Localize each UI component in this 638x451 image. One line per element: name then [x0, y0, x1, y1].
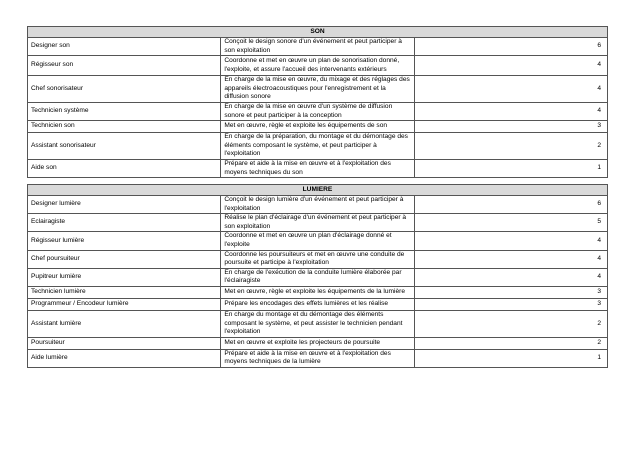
- table-row: [28, 310, 608, 337]
- job-title: Technicien son: [28, 121, 221, 133]
- job-title: Technicien système: [28, 102, 221, 120]
- son-table: [27, 26, 608, 178]
- job-description: Met en œuvre, règle et exploite les équipements de la lumière: [221, 286, 414, 298]
- table-row: [28, 102, 608, 120]
- job-title: Poursuiteur: [28, 337, 221, 349]
- job-title: Assistant sonorisateur: [28, 133, 221, 160]
- job-description: Réalise le plan d'éclairage d'un événement et peut participer à son exploitation: [221, 214, 414, 232]
- job-level: 6: [414, 38, 607, 56]
- job-description: Prépare et aide à la mise en œuvre et à l'exploitation des moyens techniques de la lumière: [221, 349, 414, 367]
- job-level: 2: [414, 310, 607, 337]
- table-row: [28, 349, 608, 367]
- job-title: Eclairagiste: [28, 214, 221, 232]
- job-description: En charge du montage et du démontage des éléments composant le système, et peut assister le technicien pendant l'exploitation: [221, 310, 414, 337]
- lumiere-table: [27, 184, 608, 368]
- table-row: [28, 76, 608, 103]
- job-level: 1: [414, 349, 607, 367]
- job-description: Conçoit le design lumière d'un événement et peut participer à l'exploitation: [221, 196, 414, 214]
- job-level: 4: [414, 76, 607, 103]
- table-row: [28, 38, 608, 56]
- job-title: Programmeur / Encodeur lumière: [28, 298, 221, 310]
- job-title: Technicien lumière: [28, 286, 221, 298]
- job-description: Met en œuvre et exploite les projecteurs de poursuite: [221, 337, 414, 349]
- table-row: [28, 196, 608, 214]
- job-title: Chef poursuiteur: [28, 250, 221, 268]
- lumiere-header: LUMIERE: [28, 185, 608, 196]
- job-title: Régisseur son: [28, 56, 221, 76]
- job-description: En charge de l'exécution de la conduite lumière élaborée par l'éclairagiste: [221, 268, 414, 286]
- job-title: Designer lumière: [28, 196, 221, 214]
- job-level: 4: [414, 268, 607, 286]
- table-row: [28, 286, 608, 298]
- job-level: 6: [414, 196, 607, 214]
- job-description: Coordonne et met en œuvre un plan d'éclairage donné et l'exploite: [221, 232, 414, 250]
- lumiere-header-row: [28, 185, 608, 196]
- job-level: 3: [414, 298, 607, 310]
- job-level: 4: [414, 232, 607, 250]
- job-description: Prépare les encodages des effets lumières et les réalise: [221, 298, 414, 310]
- job-title: Assistant lumière: [28, 310, 221, 337]
- table-row: [28, 121, 608, 133]
- job-level: 4: [414, 102, 607, 120]
- table-row: [28, 159, 608, 177]
- job-title: Designer son: [28, 38, 221, 56]
- job-title: Régisseur lumière: [28, 232, 221, 250]
- table-row: [28, 232, 608, 250]
- job-title: Aide lumière: [28, 349, 221, 367]
- table-row: [28, 337, 608, 349]
- job-level: 3: [414, 121, 607, 133]
- job-level: 4: [414, 56, 607, 76]
- table-row: [28, 250, 608, 268]
- job-description: En charge de la mise en œuvre d'un système de diffusion sonore et peut participer à la conception: [221, 102, 414, 120]
- job-title: Chef sonorisateur: [28, 76, 221, 103]
- table-row: [28, 214, 608, 232]
- table-row: [28, 298, 608, 310]
- son-header-row: [28, 27, 608, 38]
- job-level: 2: [414, 133, 607, 160]
- job-description: Prépare et aide à la mise en œuvre et à l'exploitation des moyens techniques du son: [221, 159, 414, 177]
- job-level: 5: [414, 214, 607, 232]
- job-title: Aide son: [28, 159, 221, 177]
- job-description: En charge de la préparation, du montage et du démontage des éléments composant le système, et peut participer à l'exploitation: [221, 133, 414, 160]
- job-description: Coordonne les poursuiteurs et met en œuvre une conduite de poursuite et participe à l'exploitation: [221, 250, 414, 268]
- job-title: Pupitreur lumière: [28, 268, 221, 286]
- job-level: 4: [414, 250, 607, 268]
- job-level: 1: [414, 159, 607, 177]
- job-description: En charge de la mise en œuvre, du mixage et des réglages des appareils électroacoustiques pour l'enregistrement et la diffusion sonore: [221, 76, 414, 103]
- son-header: SON: [28, 27, 608, 38]
- job-level: 3: [414, 286, 607, 298]
- job-description: Conçoit le design sonore d'un événement et peut participer à son exploitation: [221, 38, 414, 56]
- job-description: Coordonne et met en œuvre un plan de sonorisation donné, l'exploite, et assure l'accueil des intervenants extérieurs: [221, 56, 414, 76]
- table-row: [28, 56, 608, 76]
- table-row: [28, 133, 608, 160]
- job-level: 2: [414, 337, 607, 349]
- job-description: Met en œuvre, règle et exploite les équipements de son: [221, 121, 414, 133]
- table-row: [28, 268, 608, 286]
